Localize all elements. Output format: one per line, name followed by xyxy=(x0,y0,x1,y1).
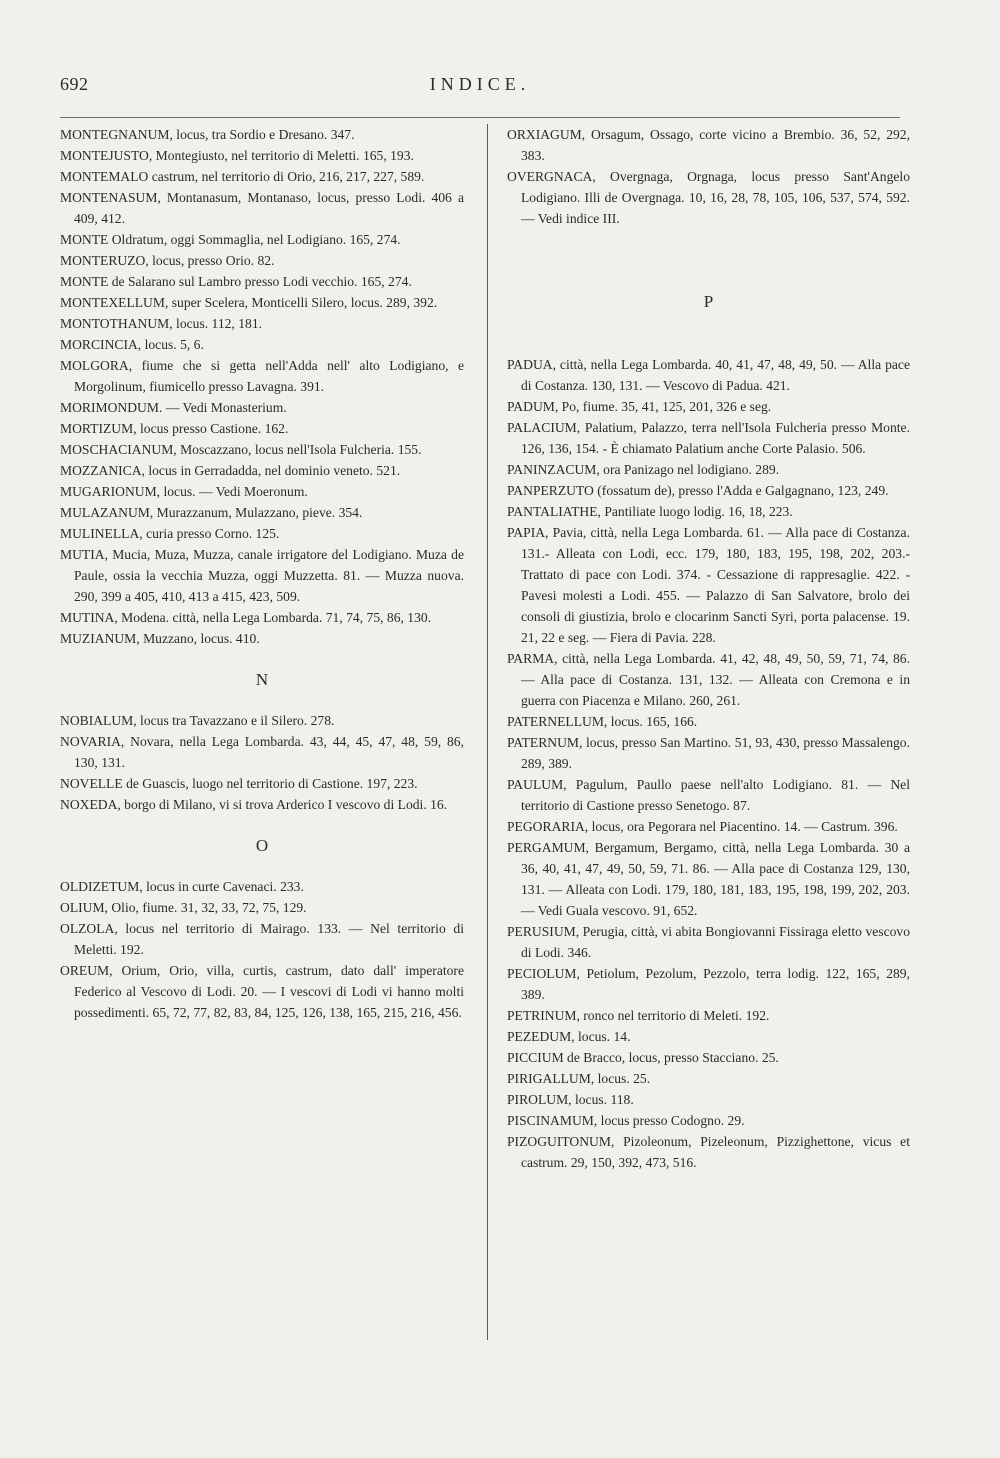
page-number: 692 xyxy=(60,74,89,94)
index-entry: MOLGORA, fiume che si getta nell'Adda nell' alto Lodigiano, e Morgolinum, fiumicello presso Lavagna. 391. xyxy=(60,358,464,394)
index-entry: MONTERUZO, locus, presso Orio. 82. xyxy=(60,253,275,268)
entries-p xyxy=(507,354,910,1173)
index-entry: MONTEJUSTO, Montegiusto, nel territorio di Meletti. 165, 193. xyxy=(60,148,414,163)
index-entry: PANINZACUM, ora Panizago nel lodigiano. 289. xyxy=(507,462,780,477)
index-entry: MULAZANUM, Murazzanum, Mulazzano, pieve. 354. xyxy=(60,505,363,520)
index-entry: MORTIZUM, locus presso Castione. 162. xyxy=(60,421,289,436)
index-entry: OREUM, Orium, Orio, villa, curtis, castrum, dato dall' imperatore Federico al Vescovo di Lodi. 20. — I vescovi di Lodi vi hanno molti possedimenti. 65, 72, 77, 82, 83, 84, 125, 126, 138, 165, 215, 216, 456. xyxy=(60,963,464,1020)
section-letter-n: N xyxy=(255,670,269,689)
index-entry: PADUM, Po, fiume. 35, 41, 125, 201, 326 e seg. xyxy=(507,399,772,414)
index-entry: PAPIA, Pavia, città, nella Lega Lombarda. 61. — Alla pace di Costanza. 131.- Alleata con Lodi, ecc. 179, 180, 183, 195, 198, 202, 203.- Trattato di pace con Lodi. 374. - Cessazione di rappresaglie. 422. - Pavesi molesti a Lodi. 455. — Palazzo di San Salvatore, brolo dei consoli di giustizia, brolo e clocarinm Sancti Syri, porta palacense. 19. 21, 22 e seg. — Fiera di Pavia. 228. xyxy=(507,525,910,645)
index-entry: OLIUM, Olio, fiume. 31, 32, 33, 72, 75, 129. xyxy=(60,900,307,915)
index-entry: MORIMONDUM. — Vedi Monasterium. xyxy=(60,400,287,415)
index-entry: PADUA, città, nella Lega Lombarda. 40, 41, 47, 48, 49, 50. — Alla pace di Costanza. 130, 131. — Vescovo di Padua. 421. xyxy=(507,357,910,393)
right-column xyxy=(507,124,910,1173)
index-entry: PETRINUM, ronco nel territorio di Meleti. 192. xyxy=(507,1008,770,1023)
section-letter-o: O xyxy=(255,836,269,855)
column-divider xyxy=(487,124,488,1340)
index-entry: NOBIALUM, locus tra Tavazzano e il Silero. 278. xyxy=(60,713,335,728)
index-entry: PANTALIATHE, Pantiliate luogo lodig. 16, 18, 223. xyxy=(507,504,793,519)
index-entry: MONTENASUM, Montanasum, Montanaso, locus, presso Lodi. 406 a 409, 412. xyxy=(60,190,464,226)
index-entry: PISCINAMUM, locus presso Codogno. 29. xyxy=(507,1113,745,1128)
index-entry: MUTIA, Mucia, Muza, Muzza, canale irrigatore del Lodigiano. Muza de Paule, ossia la vecchia Muzza, oggi Muzzetta. 81. — Muzza nuova. 290, 399 a 405, 410, 413 a 415, 423, 509. xyxy=(60,547,464,604)
index-entry: MOZZANICA, locus in Gerradadda, nel dominio veneto. 521. xyxy=(60,463,401,478)
index-entry: PICCIUM de Bracco, locus, presso Stacciano. 25. xyxy=(507,1050,779,1065)
index-entry: NOVARIA, Novara, nella Lega Lombarda. 43, 44, 45, 47, 48, 59, 86, 130, 131. xyxy=(60,734,464,770)
index-entry: PIROLUM, locus. 118. xyxy=(507,1092,634,1107)
index-entry: PIRIGALLUM, locus. 25. xyxy=(507,1071,651,1086)
header-rule xyxy=(60,117,900,118)
index-entry: MORCINCIA, locus. 5, 6. xyxy=(60,337,204,352)
index-entry: PATERNUM, locus, presso San Martino. 51, 93, 430, presso Massalengo. 289, 389. xyxy=(507,735,910,771)
entries-o xyxy=(60,876,464,1023)
index-entry: OLDIZETUM, locus in curte Cavenaci. 233. xyxy=(60,879,304,894)
index-entry: PERUSIUM, Perugia, città, vi abita Bongiovanni Fissiraga eletto vescovo di Lodi. 346. xyxy=(507,924,910,960)
index-entry: PIZOGUITONUM, Pizoleonum, Pizeleonum, Pizzighettone, vicus et castrum. 29, 150, 392, 473, 516. xyxy=(507,1134,910,1170)
index-entry: PAULUM, Pagulum, Paullo paese nell'alto Lodigiano. 81. — Nel territorio di Castione presso Senetogo. 87. xyxy=(507,777,910,813)
index-entry: MOSCHACIANUM, Moscazzano, locus nell'Isola Fulcheria. 155. xyxy=(60,442,422,457)
index-entry: PECIOLUM, Petiolum, Pezolum, Pezzolo, terra lodig. 122, 165, 289, 389. xyxy=(507,966,910,1002)
index-entry: PERGAMUM, Bergamum, Bergamo, città, nella Lega Lombarda. 30 a 36, 40, 41, 47, 49, 50, 59, 71. 86. — Alla pace di Costanza 129, 130, 131. — Alleata con Lodi. 179, 180, 181, 183, 195, 198, 199, 202, 203. — Vedi Guala vescovo. 91, 652. xyxy=(507,840,910,918)
entries-m xyxy=(60,124,464,649)
index-entry: MONTEGNANUM, locus, tra Sordio e Dresano. 347. xyxy=(60,127,355,142)
entries-o-continued xyxy=(507,124,910,229)
index-entry: PATERNELLUM, locus. 165, 166. xyxy=(507,714,698,729)
left-column xyxy=(60,124,464,1023)
index-entry: MUTINA, Modena. città, nella Lega Lombarda. 71, 74, 75, 86, 130. xyxy=(60,610,432,625)
index-entry: MUGARIONUM, locus. — Vedi Moeronum. xyxy=(60,484,308,499)
index-entry: MUZIANUM, Muzzano, locus. 410. xyxy=(60,631,260,646)
index-entry: NOVELLE de Guascis, luogo nel territorio di Castione. 197, 223. xyxy=(60,776,418,791)
index-entry: NOXEDA, borgo di Milano, vi si trova Arderico I vescovo di Lodi. 16. xyxy=(60,797,448,812)
index-entry: OVERGNACA, Overgnaga, Orgnaga, locus presso Sant'Angelo Lodigiano. Illi de Overgnaga. 10, 16, 28, 78, 105, 106, 537, 574, 592. — Vedi indice III. xyxy=(507,169,910,226)
index-entry: MULINELLA, curia presso Corno. 125. xyxy=(60,526,280,541)
index-entry: PEZEDUM, locus. 14. xyxy=(507,1029,631,1044)
section-letter-p: P xyxy=(703,292,714,311)
index-entry: OLZOLA, locus nel territorio di Mairago. 133. — Nel territorio di Meletti. 192. xyxy=(60,921,464,957)
index-entry: ORXIAGUM, Orsagum, Ossago, corte vicino a Brembio. 36, 52, 292, 383. xyxy=(507,127,910,163)
running-title: INDICE. xyxy=(429,74,531,94)
index-entry: PANPERZUTO (fossatum de), presso l'Adda e Galgagnano, 123, 249. xyxy=(507,483,889,498)
index-entry: MONTEXELLUM, super Scelera, Monticelli Silero, locus. 289, 392. xyxy=(60,295,438,310)
index-entry: MONTEMALO castrum, nel territorio di Orio, 216, 217, 227, 589. xyxy=(60,169,425,184)
index-entry: PALACIUM, Palatium, Palazzo, terra nell'Isola Fulcheria presso Monte. 126, 136, 154. - È chiamato Palatium anche Corte Palasio. 506. xyxy=(507,420,910,456)
index-entry: MONTOTHANUM, locus. 112, 181. xyxy=(60,316,263,331)
page-header xyxy=(60,74,900,100)
entries-n xyxy=(60,710,464,815)
index-entry: PARMA, città, nella Lega Lombarda. 41, 42, 48, 49, 50, 59, 71, 74, 86. — Alla pace di Costanza. 131, 132. — Alleata con Cremona e in guerra con Piacenza e Milano. 260, 261. xyxy=(507,651,910,708)
index-entry: PEGORARIA, locus, ora Pegorara nel Piacentino. 14. — Castrum. 396. xyxy=(507,819,898,834)
index-entry: MONTE Oldratum, oggi Sommaglia, nel Lodigiano. 165, 274. xyxy=(60,232,401,247)
index-entry: MONTE de Salarano sul Lambro presso Lodi vecchio. 165, 274. xyxy=(60,274,412,289)
